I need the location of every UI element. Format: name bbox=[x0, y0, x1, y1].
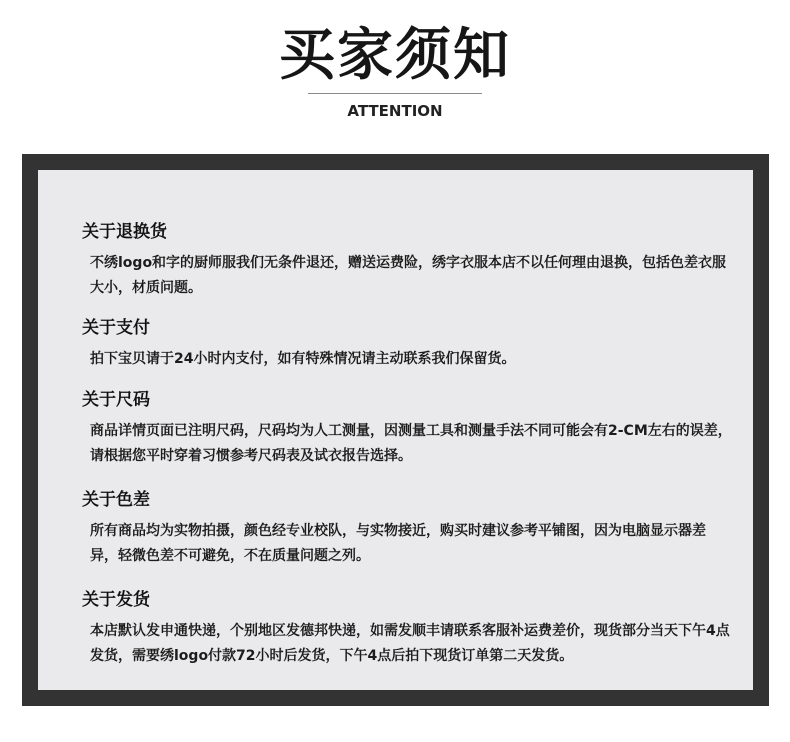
section-body: 不绣logo和字的厨师服我们无条件退还，赠送运费险，绣字衣服本店不以任何理由退换，包括色差衣服大小，材质问题。 bbox=[90, 255, 727, 296]
page-title: 买家须知 bbox=[279, 23, 511, 88]
section-returns bbox=[82, 220, 732, 301]
section-heading: 关于色差 bbox=[82, 490, 150, 510]
section-sizing bbox=[82, 388, 732, 469]
section-heading: 关于发货 bbox=[82, 590, 150, 610]
section-body: 商品详情页面已注明尺码，尺码均为人工测量，因测量工具和测量手法不同可能会有2-CM左右的误差，请根据您平时穿着习惯参考尺码表及试衣报告选择。 bbox=[90, 423, 732, 464]
section-body: 所有商品均为实物拍摄，颜色经专业校队，与实物接近，购买时建议参考平铺图，因为电脑显示器差异，轻微色差不可避免，不在质量问题之列。 bbox=[90, 523, 706, 564]
section-heading: 关于支付 bbox=[82, 318, 150, 338]
section-body: 拍下宝贝请于24小时内支付，如有特殊情况请主动联系我们保留货。 bbox=[90, 351, 516, 367]
section-body: 本店默认发申通快递，个别地区发德邦快递，如需发顺丰请联系客服补运费差价，现货部分当天下午4点发货，需要绣logo付款72小时后发货，下午4点后拍下现货订单第二天发货。 bbox=[90, 623, 730, 664]
title-divider bbox=[308, 93, 482, 94]
section-heading: 关于尺码 bbox=[82, 390, 150, 410]
section-heading: 关于退换货 bbox=[82, 222, 167, 242]
section-payment bbox=[82, 316, 732, 372]
section-color-difference bbox=[82, 488, 732, 569]
section-shipping bbox=[82, 588, 732, 669]
notice-panel bbox=[38, 170, 753, 690]
page-subtitle: ATTENTION bbox=[347, 102, 443, 120]
notice-frame bbox=[22, 154, 769, 706]
